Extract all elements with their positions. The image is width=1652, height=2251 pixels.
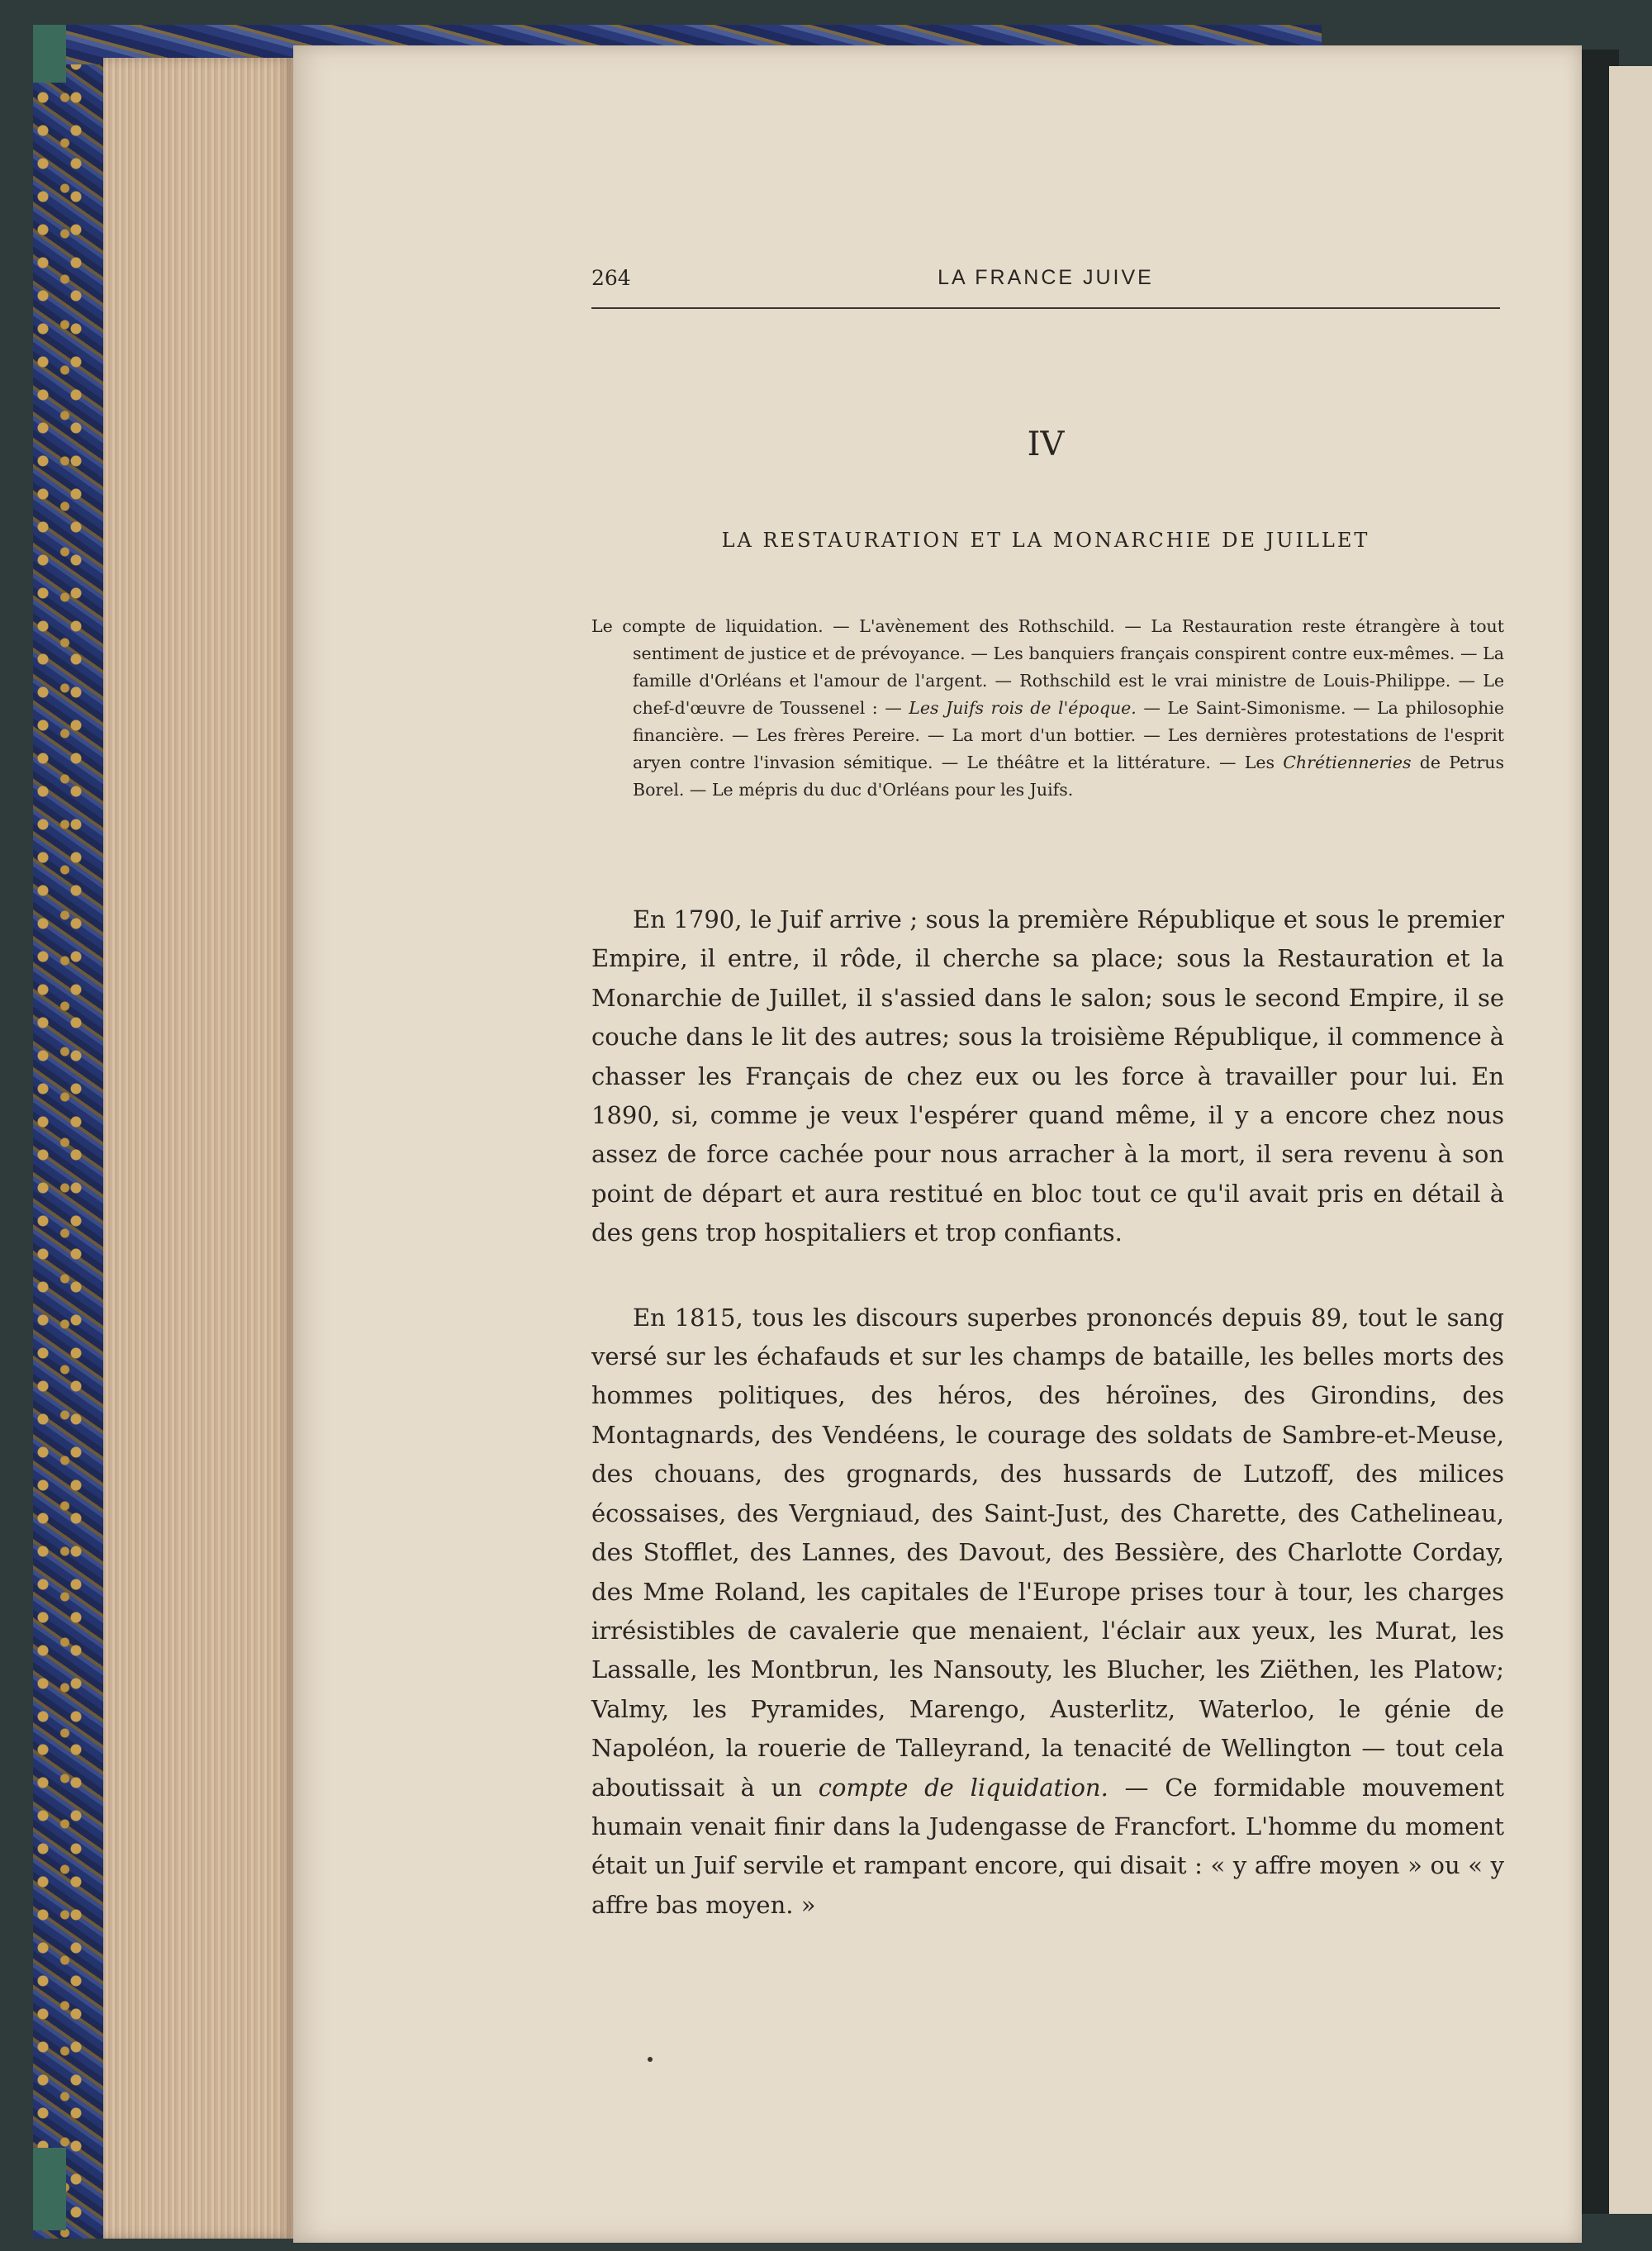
- cover-corner-top: [33, 25, 66, 83]
- summary-italic-2: Chrétienneries: [1283, 753, 1412, 772]
- chapter-number: IV: [1027, 425, 1065, 463]
- page-number: 264: [591, 266, 631, 290]
- paragraph-2-italic: compte de liquidation.: [818, 1773, 1108, 1802]
- running-title: LA FRANCE JUIVE: [938, 266, 1154, 289]
- paragraph-2-part-1: En 1815, tous les discours superbes prononcés depuis 89, tout le sang versé sur les échafauds et sur les champs de bataille, les belles morts des hommes politiques, des héros, des héroïnes, des Girondins, des Montagnards, des Vendéens, le courage des soldats de Sambre-et-Meuse, des chouans, des grognards, des hussards de Lutzoff, des milices écossaises, des Vergniaud, des Saint-Just, des Charette, des Cathelineau, des Stofflet, des Lannes, des Davout, des Bessière, des Charlotte Corday, des Mme Roland, les capitales de l'Europe prises tour à tour, les charges irrésistibles de cavalerie que menaient, l'éclair aux yeux, les Murat, les Lassalle, les Montbrun, les Nansouty, les Blucher, les Ziëthen, les Platow; Valmy, les Pyramides, Marengo, Austerlitz, Waterloo, le génie de Napoléon, la rouerie de Talleyrand, la tenacité de Wellington — tout cela aboutissait à un: [591, 1303, 1504, 1802]
- summary-part-2: — Le Saint-Simonisme. — La philosophie financière. — Les frères Pereire. — La mort d'un bottier. — Les dernières protestations de l'esprit aryen contre l'invasion sémitique. — Le théâtre et la littérature. — Les: [633, 698, 1504, 772]
- page-edges: [103, 58, 293, 2239]
- cover-corner-bottom: [33, 2148, 66, 2230]
- summary-italic-1: Les Juifs rois de l'époque.: [909, 698, 1137, 718]
- chapter-title: LA RESTAURATION ET LA MONARCHIE DE JUILLET: [721, 529, 1370, 552]
- summary-part-3: de Petrus Borel. — Le mépris du duc d'Orléans pour les Juifs.: [633, 753, 1504, 800]
- chapter-summary: [591, 613, 1504, 804]
- facing-page-edge: [1609, 66, 1652, 2214]
- ink-dot: [648, 2057, 653, 2062]
- running-head: [591, 266, 1500, 299]
- summary-text: [591, 613, 1504, 804]
- paragraph-2: [591, 1299, 1504, 1926]
- header-rule: [591, 307, 1500, 309]
- summary-part-1: Le compte de liquidation. — L'avènement des Rothschild. — La Restauration reste étrangère à tout sentiment de justice et de prévoyance. — Les banquiers français conspirent contre eux-mêmes. — La famille d'Orléans et l'amour de l'argent. — Rothschild est le vrai ministre de Louis-Philippe. — Le chef-d'œuvre de Toussenel : —: [591, 616, 1504, 718]
- paragraph-1: En 1790, le Juif arrive ; sous la première République et sous le premier Empire, il entre, il rôde, il cherche sa place; sous la Restauration et la Monarchie de Juillet, il s'assied dans le salon; sous le second Empire, il se couche dans le lit des autres; sous la troisième République, il commence à chasser les Français de chez eux ou les force à travailler pour lui. En 1890, si, comme je veux l'espérer quand même, il y a encore chez nous assez de force cachée pour nous arracher à la mort, il sera revenu à son point de départ et aura restitué en bloc tout ce qu'il avait pris en détail à des gens trop hospitaliers et trop confiants.: [591, 905, 1504, 1247]
- body-text: [591, 900, 1504, 1970]
- paragraph-2-part-2: — Ce formidable mouvement humain venait finir dans la Judengasse de Francfort. L'homme du moment était un Juif servile et rampant encore, qui disait : « y affre moyen » ou « y affre bas moyen. »: [591, 1773, 1505, 1919]
